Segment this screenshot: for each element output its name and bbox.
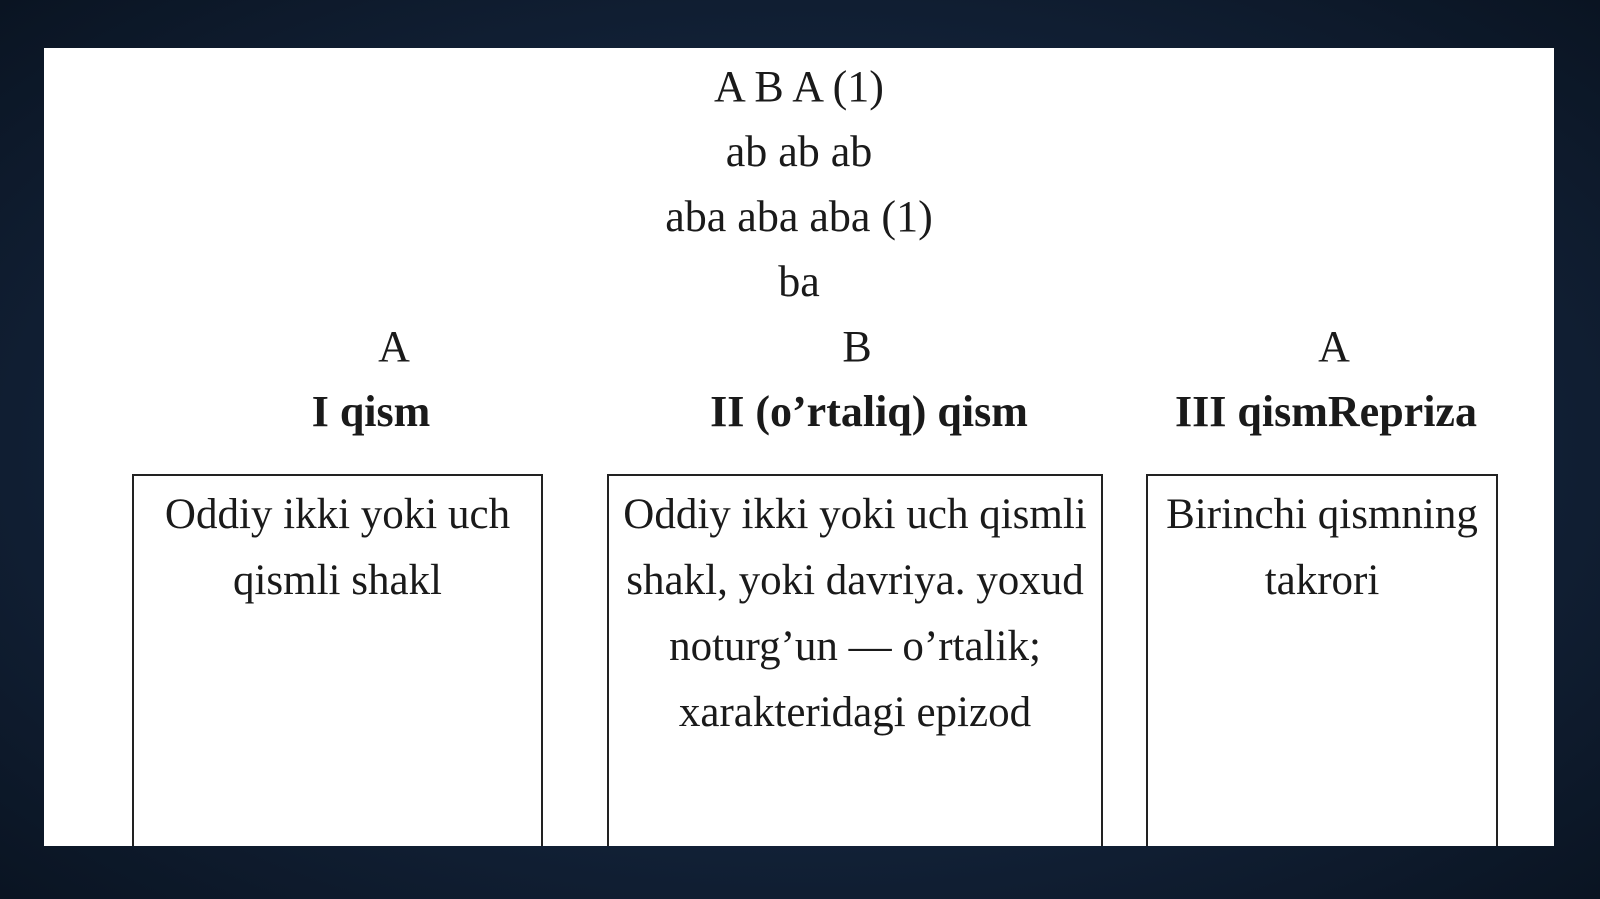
section-description-1: Oddiy ikki yoki uch qismli shakl (164, 491, 511, 604)
section-letter-3: A (1318, 322, 1350, 371)
section-description-3: Birinchi qismning takrori (1166, 491, 1478, 604)
section-box-2 (607, 474, 1103, 846)
slide (44, 48, 1554, 846)
section-letter-2: B (842, 322, 872, 371)
section-box-3 (1146, 474, 1498, 846)
formula-line-2: ab ab ab (725, 127, 873, 176)
section-heading-3: III qismRepriza (1175, 387, 1477, 436)
formula-line-3: aba aba aba (1) (665, 192, 933, 241)
section-letter-1: A (378, 322, 410, 371)
formula-line-4: ba (778, 257, 820, 306)
section-box-1 (132, 474, 543, 846)
section-heading-2: II (o’rtaliq) qism (710, 387, 1028, 436)
formula-line-1: A B A (1) (714, 62, 884, 111)
section-heading-1: I qism (311, 387, 431, 436)
section-description-2: Oddiy ikki yoki uch qismli shakl, yoki davriya. yoxud noturg’un — o’rtalik; xarakteridagi epizod (623, 491, 1087, 736)
